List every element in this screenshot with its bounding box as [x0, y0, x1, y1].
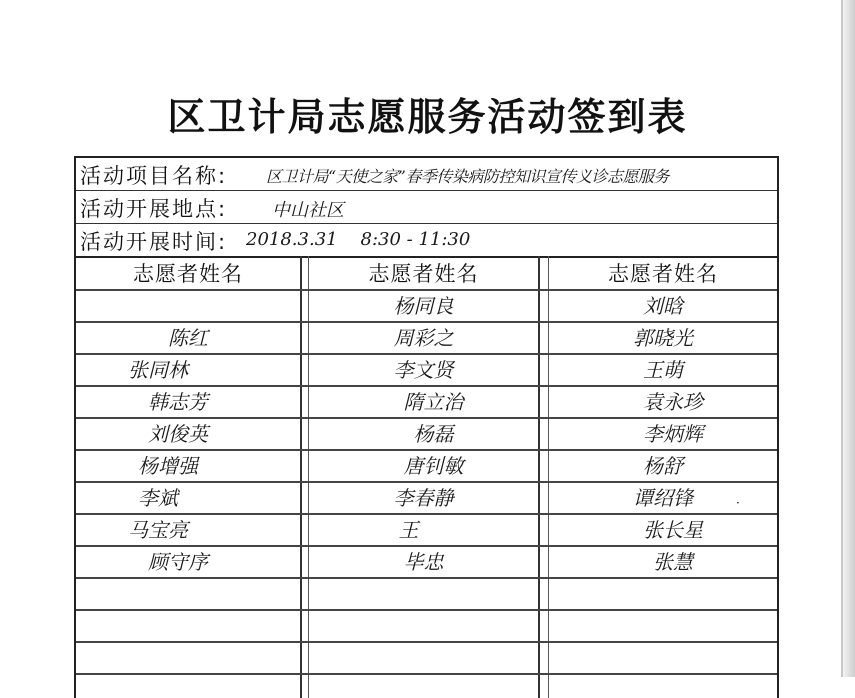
- signature: 杨磊: [413, 422, 454, 446]
- signature: [76, 290, 300, 322]
- info-row-time: [76, 224, 777, 258]
- signature: 刘晗: [643, 294, 683, 318]
- signature: 隋立治: [403, 390, 464, 414]
- signature: 陈红: [168, 326, 208, 350]
- document-title: 区卫计局志愿服务活动签到表: [167, 94, 688, 139]
- signature: 杨舒: [643, 454, 683, 478]
- signature: 马宝亮: [128, 518, 188, 542]
- signature: 张慧: [653, 550, 693, 574]
- table-row-line: [76, 673, 777, 675]
- signature: 李文贤: [393, 358, 454, 382]
- time-value: 2018.3.31 8:30 - 11:30: [246, 229, 471, 250]
- signature: 王: [398, 518, 419, 542]
- stray-mark: ·: [736, 496, 740, 510]
- signature: 刘俊英: [148, 422, 208, 446]
- signature: 李春静: [393, 486, 454, 510]
- column-header: 志愿者姓名: [133, 262, 243, 286]
- signature: 杨增强: [138, 454, 198, 478]
- location-label: 活动开展地点:: [80, 197, 228, 221]
- signature: 韩志芳: [148, 390, 208, 414]
- signature: 郭晓光: [633, 326, 693, 350]
- signature: 王萌: [643, 358, 683, 382]
- signature: 唐钊敏: [403, 454, 464, 478]
- column-header: 志愿者姓名: [608, 262, 718, 286]
- signature: 顾守序: [148, 550, 208, 574]
- table-row-line: [76, 609, 777, 611]
- column-header: 志愿者姓名: [368, 262, 479, 286]
- project-label: 活动项目名称:: [80, 164, 228, 188]
- signature: 张同林: [128, 358, 188, 382]
- signature: 周彩之: [393, 326, 454, 350]
- signature: 谭绍锋: [633, 486, 693, 510]
- signature: 李炳辉: [643, 422, 703, 446]
- info-row-project: [76, 158, 777, 191]
- info-row-location: [76, 191, 777, 224]
- sign-in-sheet: [74, 156, 779, 698]
- signature: 袁永珍: [643, 390, 703, 414]
- signature: 李斌: [138, 486, 178, 510]
- signature: 张长星: [643, 518, 703, 542]
- location-value: 中山社区: [272, 200, 344, 221]
- project-value: 区卫计局“天使之家”春季传染病防控知识宣传义诊志愿服务: [266, 167, 669, 186]
- time-label: 活动开展时间:: [80, 230, 228, 254]
- signature: 杨同良: [393, 294, 454, 318]
- table-row-line: [76, 641, 777, 643]
- signature: 毕忠: [403, 550, 444, 574]
